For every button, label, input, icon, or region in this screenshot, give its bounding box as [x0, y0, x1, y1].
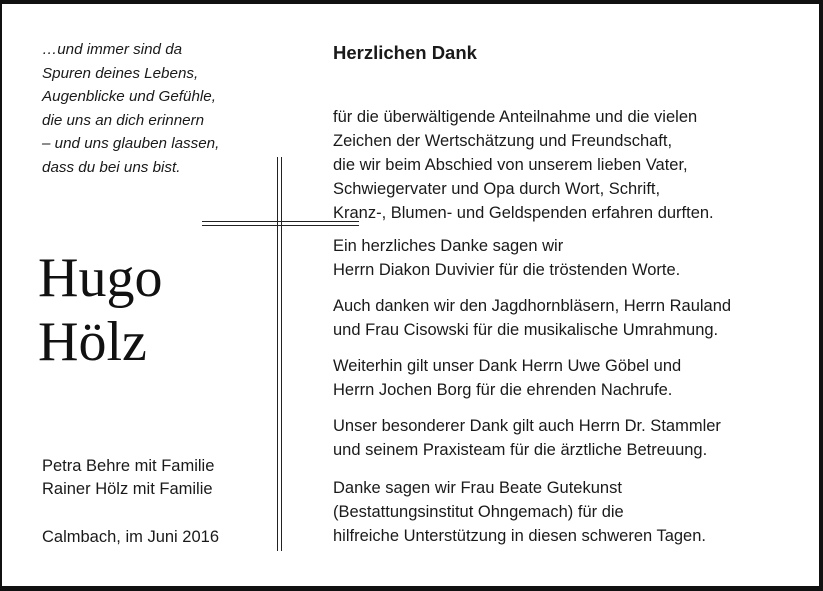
- quote-line: die uns an dich erinnern: [42, 111, 205, 129]
- thanks-line: Danke sagen wir Frau Beate Gutekunst: [333, 479, 622, 497]
- family-line: Petra Behre mit Familie: [42, 457, 215, 475]
- thanks-line: und seinem Praxisteam für die ärztliche Betreuung.: [333, 441, 708, 459]
- cross-vertical-line: [277, 157, 278, 551]
- cross-horizontal-line: [202, 225, 359, 226]
- quote-line: dass du bei uns bist.: [42, 158, 181, 176]
- quote-line: …und immer sind da: [42, 41, 183, 58]
- family-signature: [42, 455, 214, 501]
- thanks-line: Herrn Jochen Borg für die ehrenden Nachrufe.: [333, 381, 673, 399]
- thanks-line: Herrn Diakon Duvivier für die tröstenden Worte.: [333, 261, 681, 279]
- thanks-paragraph: [333, 476, 706, 548]
- thanks-heading: Herzlichen Dank: [333, 42, 477, 63]
- thanks-line: für die überwältigende Anteilnahme und die vielen: [333, 108, 698, 126]
- thanks-line: hilfreiche Unterstützung in diesen schweren Tagen.: [333, 527, 706, 545]
- thanks-section: [333, 40, 803, 66]
- place-date: Calmbach, im Juni 2016: [42, 528, 220, 546]
- quote-line: – und uns glauben lassen,: [42, 135, 220, 153]
- quote-line: Spuren deines Lebens,: [42, 64, 199, 82]
- thanks-line: Auch danken wir den Jagdhornbläsern, Herrn Rauland: [333, 297, 732, 315]
- thanks-line: Kranz-, Blumen- und Geldspenden erfahren durften.: [333, 204, 714, 222]
- thanks-paragraph: [333, 234, 680, 282]
- deceased-first-name: Hugo: [38, 247, 163, 309]
- family-line: Rainer Hölz mit Familie: [42, 480, 213, 498]
- thanks-paragraph: [333, 354, 681, 402]
- thanks-line: Unser besonderer Dank gilt auch Herrn Dr. Stammler: [333, 417, 721, 435]
- thanks-line: Zeichen der Wertschätzung und Freundschaft,: [333, 132, 673, 150]
- thanks-paragraph: [333, 105, 714, 225]
- deceased-name: [38, 246, 162, 374]
- cross-vertical-line: [281, 157, 282, 551]
- thanks-line: Weiterhin gilt unser Dank Herrn Uwe Göbel und: [333, 357, 682, 375]
- deceased-last-name: Hölz: [38, 311, 147, 373]
- thanks-paragraph: [333, 414, 721, 462]
- thanks-paragraph: [333, 294, 731, 342]
- thanks-line: Ein herzliches Danke sagen wir: [333, 237, 564, 255]
- thanks-line: Schwiegervater und Opa durch Wort, Schrift,: [333, 180, 661, 198]
- quote-line: Augenblicke und Gefühle,: [42, 88, 216, 106]
- thanks-line: (Bestattungsinstitut Ohngemach) für die: [333, 503, 624, 521]
- thanks-line: und Frau Cisowski für die musikalische Umrahmung.: [333, 321, 719, 339]
- memorial-quote: [42, 38, 282, 180]
- thanks-line: die wir beim Abschied von unserem lieben Vater,: [333, 156, 688, 174]
